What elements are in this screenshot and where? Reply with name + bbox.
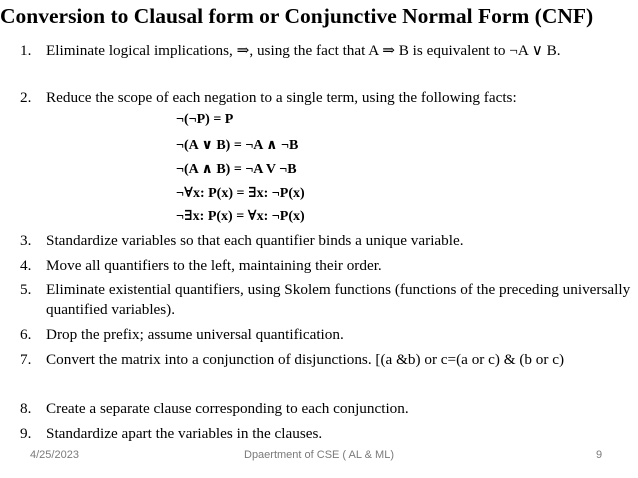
step-number: 7.: [20, 351, 32, 368]
footer-page-number: 9: [596, 449, 603, 461]
slide-title: Conversion to Clausal form or Conjunctive Normal Form (CNF): [0, 4, 594, 28]
step-text: Standardize apart the variables in the clauses.: [46, 425, 323, 442]
step-text: Eliminate logical implications, ⇒, using the fact that A ⇒ B is equivalent to ¬A ∨ B.: [46, 42, 561, 59]
step-number: 1.: [20, 42, 32, 59]
step-number: 3.: [20, 232, 32, 249]
step-text: Reduce the scope of each negation to a single term, using the following facts:: [46, 89, 517, 106]
fact-demorgan-and: ¬(A ∧ B) = ¬A V ¬B: [176, 162, 297, 177]
step-text: Move all quantifiers to the left, maintaining their order.: [46, 257, 382, 274]
step-text: Eliminate existential quantifiers, using Skolem functions (functions of the preceding universally quantified variables).: [46, 281, 631, 318]
fact-negated-exists: ¬∃x: P(x) = ∀x: ¬P(x): [176, 209, 305, 224]
fact-demorgan-or: ¬(A ∨ B) = ¬A ∧ ¬B: [176, 138, 299, 153]
step-text: Standardize variables so that each quantifier binds a unique variable.: [46, 232, 464, 249]
step-text: Drop the prefix; assume universal quantification.: [46, 326, 344, 343]
step-number: 4.: [20, 257, 32, 274]
step-number: 2.: [20, 89, 32, 106]
step-number: 9.: [20, 425, 32, 442]
step-text: Create a separate clause corresponding to each conjunction.: [46, 400, 409, 417]
step-number: 8.: [20, 400, 32, 417]
step-text: Convert the matrix into a conjunction of disjunctions. [(a &b) or c=(a or c) & (b or c): [46, 351, 565, 368]
footer-department: Dpaertment of CSE ( AL & ML): [244, 449, 394, 461]
fact-double-negation: ¬(¬P) = P: [176, 112, 234, 127]
step-number: 5.: [20, 281, 32, 298]
fact-negated-forall: ¬∀x: P(x) = ∃x: ¬P(x): [176, 186, 305, 201]
step-number: 6.: [20, 326, 32, 343]
footer-date: 4/25/2023: [30, 449, 79, 461]
